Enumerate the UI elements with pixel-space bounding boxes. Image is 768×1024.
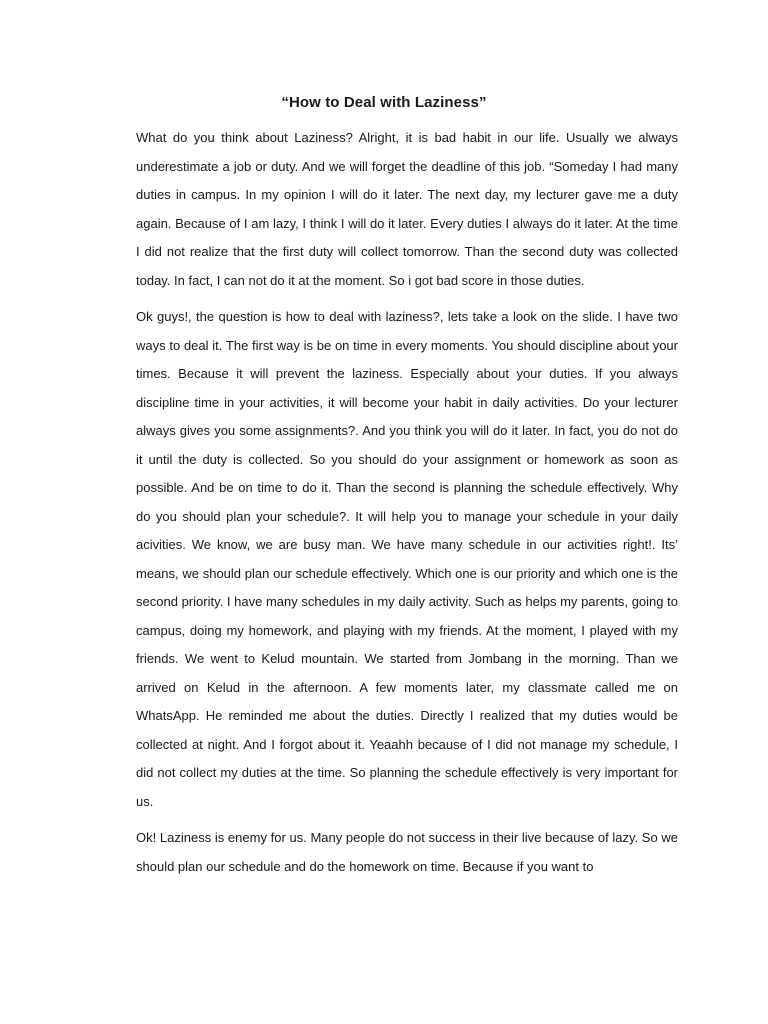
paragraph-3: Ok! Laziness is enemy for us. Many people do not success in their live because of lazy. So we should plan our schedule and do the homework on time. Because if you want to	[136, 830, 678, 874]
paragraph-1: What do you think about Laziness? Alright, it is bad habit in our life. Usually we always underestimate a job or duty. And we will forget the deadline of this job. “Someday I had many duties in campus. In my opinion I will do it later. The next day, my lecturer gave me a duty again. Because of I am lazy, I think I will do it later. Every duties I always do it later. At the time I did not realize that the first duty will collect tomorrow. Than the second duty was collected today. In fact, I can not do it at the moment. So i got bad score in those duties.	[136, 130, 678, 288]
document-body	[136, 124, 678, 889]
paragraph-2: Ok guys!, the question is how to deal with laziness?, lets take a look on the slide. I have two ways to deal it. The first way is be on time in every moments. You should discipline about your times. Because it will prevent the laziness. Especially about your duties. If you always discipline time in your activities, it will become your habit in daily activities. Do your lecturer always gives you some assignments?. And you think you will do it later. In fact, you do not do it until the duty is collected. So you should do your assignment or homework as soon as possible. And be on time to do it. Than the second is planning the schedule effectively. Why do you should plan your schedule?. It will help you to manage your schedule in your daily acivities. We know, we are busy man. We have many schedule in our activities right!. Its’ means, we should plan our schedule effectively. Which one is our priority and which one is the second priority. I have many schedules in my daily activity. Such as helps my parents, going to campus, doing my homework, and playing with my friends. At the moment, I played with my friends. We went to Kelud mountain. We started from Jombang in the morning. Than we arrived on Kelud in the afternoon. A few moments later, my classmate called me on WhatsApp. He reminded me about the duties. Directly I realized that my duties would be collected at night. And I forgot about it. Yeaahh because of I did not manage my schedule, I did not collect my duties at the time. So planning the schedule effectively is very important for us.	[136, 309, 678, 809]
document-title: “How to Deal with Laziness”	[281, 94, 487, 111]
